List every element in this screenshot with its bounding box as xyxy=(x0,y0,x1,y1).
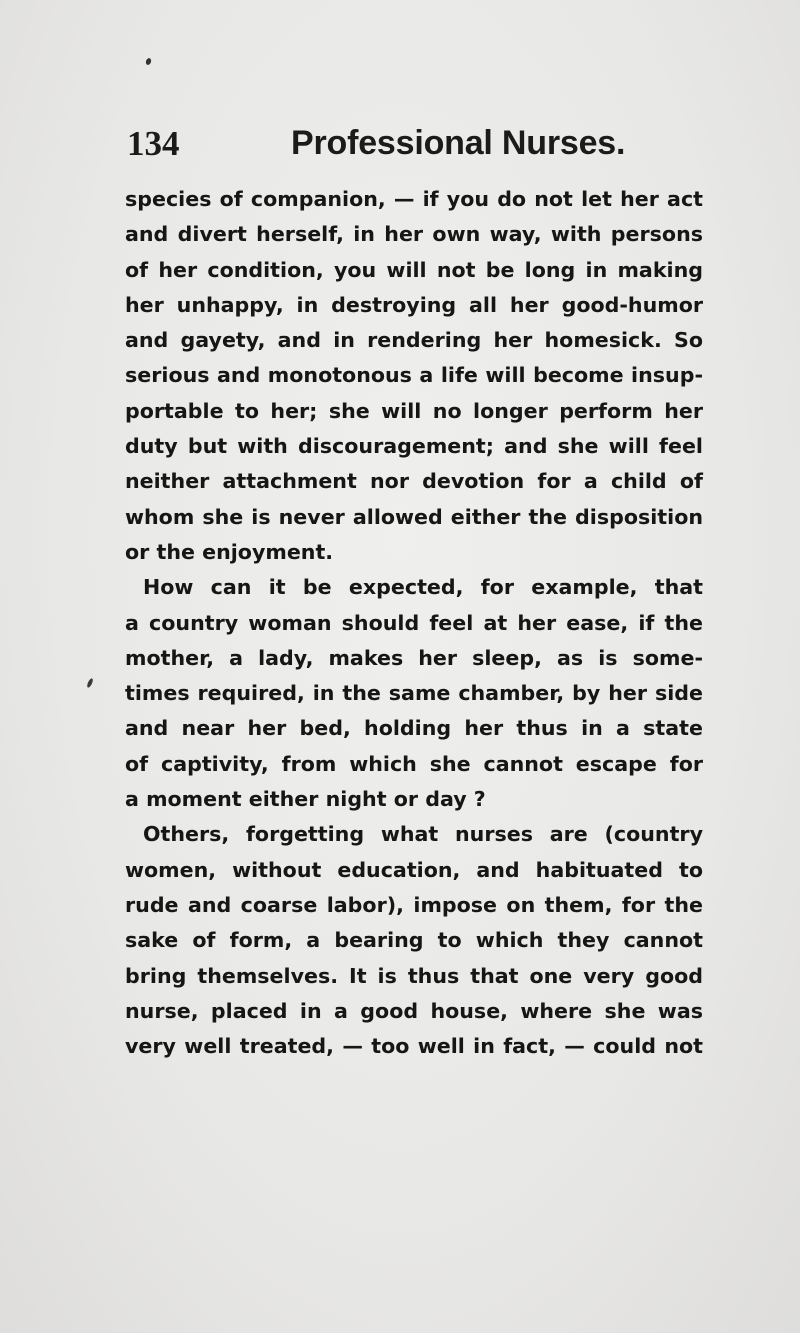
text-line: species of companion, — if you do not let her act xyxy=(125,187,703,211)
text-line: and gayety, and in rendering her homesick. So xyxy=(125,328,703,353)
text-line: bring themselves. It is thus that one very good xyxy=(125,963,703,988)
text-line: her unhappy, in destroying all her good-humor xyxy=(125,292,703,317)
body-text xyxy=(125,182,703,1064)
text-line: times required, in the same chamber, by her side xyxy=(125,681,703,706)
text-line: of captivity, from which she cannot escape for xyxy=(125,751,703,776)
text-line: and divert herself, in her own way, with persons xyxy=(125,222,703,247)
text-line: sake of form, a bearing to which they cannot xyxy=(125,928,703,953)
text-line: very well treated, — too well in fact, — could not xyxy=(125,1034,703,1059)
text-line: Others, forgetting what nurses are (country xyxy=(143,822,703,847)
text-line: portable to her; she will no longer perform her xyxy=(125,398,703,423)
text-line: a moment either night or day ? xyxy=(125,787,486,812)
text-line: How can it be expected, for example, that xyxy=(143,575,703,600)
text-line: nurse, placed in a good house, where she was xyxy=(125,998,703,1023)
page-header xyxy=(125,124,700,174)
running-head: Professional Nurses. xyxy=(291,124,626,162)
text-line: and near her bed, holding her thus in a state xyxy=(125,716,703,741)
text-line: a country woman should feel at her ease, if the xyxy=(125,610,703,635)
text-line: neither attachment nor devotion for a child of xyxy=(125,469,703,494)
text-line: mother, a lady, makes her sleep, as is some- xyxy=(125,645,703,670)
text-line: women, without education, and habituated to xyxy=(125,857,703,882)
margin-mark xyxy=(86,678,94,689)
ink-speck xyxy=(145,57,152,65)
text-line: or the enjoyment. xyxy=(125,539,334,564)
text-line: serious and monotonous a life will become insup- xyxy=(125,363,703,388)
text-line: of her condition, you will not be long in making xyxy=(125,257,703,282)
page-number: 134 xyxy=(127,124,180,163)
text-line: rude and coarse labor), impose on them, for the xyxy=(125,892,703,917)
text-line: whom she is never allowed either the disposition xyxy=(125,504,703,529)
text-line: duty but with discouragement; and she will feel xyxy=(125,434,703,459)
